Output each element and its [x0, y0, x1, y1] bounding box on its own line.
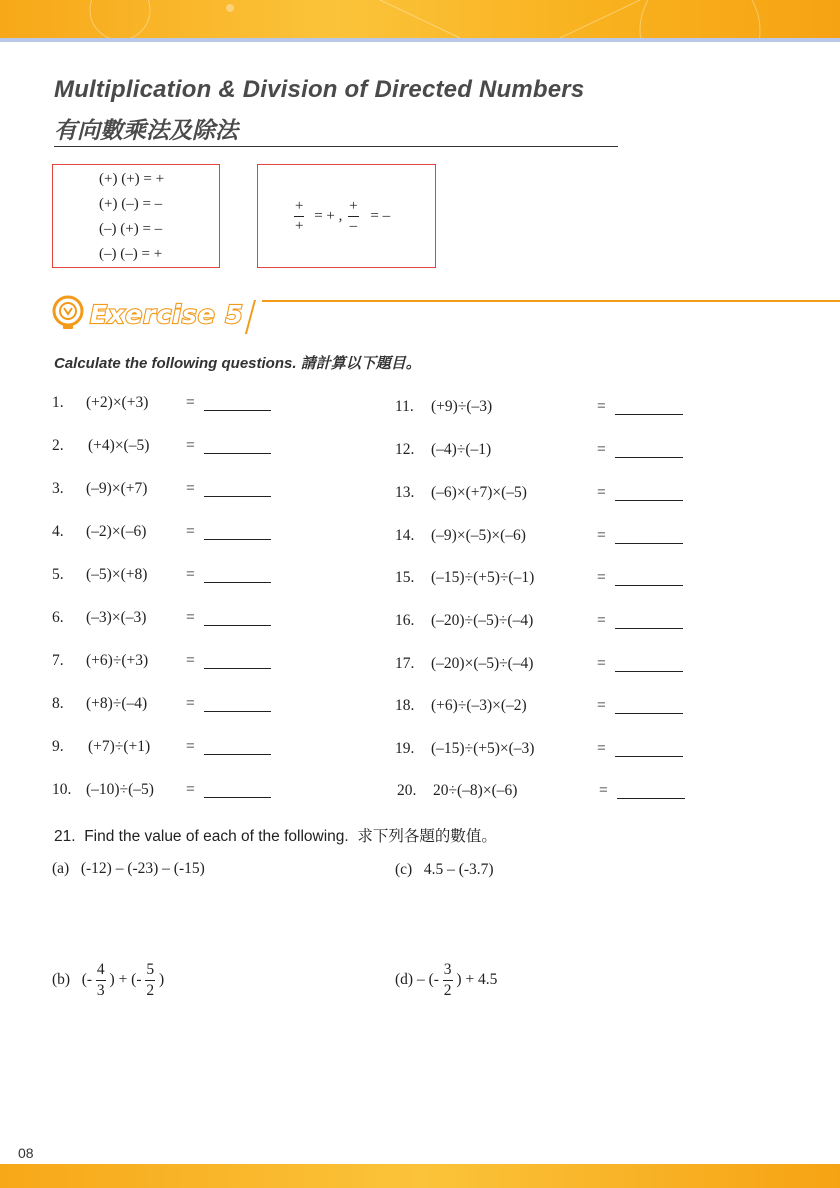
- question-expression: (+8)÷(–4): [86, 695, 148, 712]
- expression-part: ) + (-: [109, 971, 142, 988]
- answer-blank[interactable]: [204, 668, 271, 669]
- question-item: [395, 740, 695, 760]
- answer-blank[interactable]: [204, 410, 271, 411]
- instruction: [54, 352, 421, 373]
- answer-blank[interactable]: [615, 457, 683, 458]
- question-number: 11.: [395, 398, 414, 415]
- fraction: $\frac{4}{3}$: [96, 961, 105, 999]
- question-21-heading: [54, 824, 497, 846]
- sign-rule-line: (–) (+) = –: [99, 221, 163, 237]
- subquestion-label: (b): [52, 971, 71, 988]
- equals-sign: =: [186, 781, 195, 798]
- question-number: 6.: [52, 609, 64, 626]
- equals-sign: =: [597, 697, 606, 714]
- page-title-chinese: 有向數乘法及除法: [54, 118, 238, 144]
- subquestion-expression: (-12) – (-23) – (-15): [80, 860, 205, 877]
- answer-blank[interactable]: [204, 797, 271, 798]
- question-expression: (–15)÷(+5)×(–3): [431, 740, 535, 757]
- answer-blank[interactable]: [615, 671, 683, 672]
- sign-rule-line: (+) (–) = –: [99, 196, 163, 212]
- equals-sign: =: [597, 612, 606, 629]
- equals-sign: =: [597, 569, 606, 586]
- bottom-footer-band: [0, 1164, 840, 1188]
- equals-sign: =: [599, 782, 608, 799]
- question-expression: (–5)×(+8): [86, 566, 148, 583]
- question-number: 18.: [395, 697, 415, 714]
- equals-sign: =: [186, 738, 195, 755]
- question-expression: (–20)×(–5)÷(–4): [431, 655, 534, 672]
- question-item: [395, 484, 695, 504]
- answer-blank[interactable]: [204, 711, 271, 712]
- page-title-english: Multiplication & Division of Directed Numbers: [54, 76, 585, 103]
- question-number: 16.: [395, 612, 415, 629]
- answer-blank[interactable]: [204, 453, 271, 454]
- answer-blank[interactable]: [615, 543, 683, 544]
- question-expression: 20÷(–8)×(–6): [433, 782, 518, 799]
- answer-blank[interactable]: [204, 625, 271, 626]
- question-21-text-english: Find the value of each of the following.: [84, 828, 349, 845]
- question-item: [395, 655, 695, 675]
- question-item: [52, 480, 282, 500]
- question-expression: (–20)÷(–5)÷(–4): [431, 612, 534, 629]
- question-item: [52, 652, 282, 672]
- exercise-title: Exercise 5: [90, 300, 244, 329]
- exercise-header-rule: [262, 300, 840, 302]
- equals-sign: =: [186, 394, 195, 411]
- equals-sign: =: [186, 566, 195, 583]
- fraction: $\frac{3}{2}$: [443, 961, 452, 999]
- question-item: [395, 569, 695, 589]
- exercise-bulb-icon: [52, 294, 86, 334]
- equals-sign: =: [597, 655, 606, 672]
- equals-sign: =: [597, 527, 606, 544]
- question-21-text-chinese: 求下列各題的數值。: [357, 827, 497, 845]
- question-item: [395, 697, 695, 717]
- question-item: [52, 523, 282, 543]
- sign-rules-box: [52, 164, 220, 268]
- fraction-rule-result: = –: [370, 208, 391, 224]
- subquestion-expression: 4.5 – (-3.7): [423, 861, 494, 878]
- sign-rule-line: (+) (+) = +: [99, 171, 165, 187]
- expression-part: (-: [81, 971, 93, 988]
- equals-sign: =: [186, 480, 195, 497]
- question-expression: (–4)÷(–1): [431, 441, 492, 458]
- question-expression: (–10)÷(–5): [86, 781, 154, 798]
- question-number: 12.: [395, 441, 415, 458]
- question-item: [52, 695, 282, 715]
- question-item: [52, 609, 282, 629]
- question-item: [395, 527, 695, 547]
- equals-sign: =: [597, 398, 606, 415]
- answer-blank[interactable]: [615, 500, 683, 501]
- answer-blank[interactable]: [204, 496, 271, 497]
- fraction-rules-box: [257, 164, 436, 268]
- question-number: 9.: [52, 738, 64, 755]
- question-expression: (+6)÷(–3)×(–2): [431, 697, 527, 714]
- fraction-rule-result: = + ,: [314, 208, 343, 224]
- subquestion-c: [395, 861, 494, 879]
- answer-blank[interactable]: [615, 756, 683, 757]
- question-expression: (–15)÷(+5)÷(–1): [431, 569, 535, 586]
- answer-blank[interactable]: [204, 539, 271, 540]
- question-expression: (–2)×(–6): [86, 523, 147, 540]
- decorative-pattern-icon: [0, 0, 840, 38]
- question-number: 13.: [395, 484, 415, 501]
- subquestion-d: [395, 962, 497, 998]
- question-item: [395, 441, 695, 461]
- answer-blank[interactable]: [615, 414, 683, 415]
- question-item: [52, 781, 282, 801]
- expression-part: – (-: [416, 971, 439, 988]
- question-expression: (–6)×(+7)×(–5): [431, 484, 527, 501]
- question-expression: (+6)÷(+3): [86, 652, 149, 669]
- sign-rule-line: (–) (–) = +: [99, 246, 163, 262]
- equals-sign: =: [186, 609, 195, 626]
- equals-sign: =: [186, 695, 195, 712]
- answer-blank[interactable]: [615, 628, 683, 629]
- equals-sign: =: [186, 437, 195, 454]
- fraction: $\frac{5}{2}$: [146, 961, 155, 999]
- equals-sign: =: [597, 441, 606, 458]
- question-item: [397, 782, 697, 802]
- equals-sign: =: [597, 484, 606, 501]
- question-item: [395, 398, 695, 418]
- question-number: 8.: [52, 695, 64, 712]
- question-number: 20.: [397, 782, 417, 799]
- question-item: [52, 437, 282, 457]
- equals-sign: =: [597, 740, 606, 757]
- subquestion-label: (c): [395, 861, 413, 878]
- question-number: 21.: [54, 828, 76, 845]
- subquestion-label: (a): [52, 860, 70, 877]
- question-number: 14.: [395, 527, 415, 544]
- question-number: 5.: [52, 566, 64, 583]
- fraction-plus-over-minus: $\frac{+}{-}$: [349, 198, 358, 234]
- question-number: 15.: [395, 569, 415, 586]
- exercise-header-slash: [245, 300, 256, 334]
- question-item: [52, 566, 282, 586]
- subquestion-a: [52, 860, 205, 878]
- question-expression: (+4)×(–5): [88, 437, 150, 454]
- question-number: 10.: [52, 781, 72, 798]
- answer-blank[interactable]: [204, 754, 271, 755]
- subquestion-label: (d): [395, 971, 414, 988]
- question-number: 1.: [52, 394, 64, 411]
- question-expression: (+7)÷(+1): [88, 738, 151, 755]
- question-number: 7.: [52, 652, 64, 669]
- question-expression: (–9)×(–5)×(–6): [431, 527, 526, 544]
- question-number: 17.: [395, 655, 415, 672]
- expression-part: ): [159, 971, 165, 988]
- fraction-plus-over-plus: $\frac{+}{+}$: [295, 198, 304, 234]
- subquestion-b: [52, 962, 164, 998]
- question-number: 3.: [52, 480, 64, 497]
- answer-blank[interactable]: [617, 798, 685, 799]
- equals-sign: =: [186, 652, 195, 669]
- top-header-band: [0, 0, 840, 38]
- page-number: 08: [18, 1145, 34, 1161]
- question-expression: (+9)÷(–3): [431, 398, 493, 415]
- answer-blank[interactable]: [204, 582, 271, 583]
- question-number: 4.: [52, 523, 64, 540]
- answer-blank[interactable]: [615, 713, 683, 714]
- expression-part: ) + 4.5: [456, 971, 498, 988]
- title-underline: [54, 146, 618, 147]
- question-number: 2.: [52, 437, 64, 454]
- instruction-chinese: 請計算以下題目。: [300, 354, 421, 372]
- question-expression: (+2)×(+3): [86, 394, 149, 411]
- answer-blank[interactable]: [615, 585, 683, 586]
- question-number: 19.: [395, 740, 415, 757]
- question-expression: (–9)×(+7): [86, 480, 148, 497]
- question-item: [52, 394, 282, 414]
- question-expression: (–3)×(–3): [86, 609, 147, 626]
- fraction-rules-line: [294, 199, 390, 234]
- question-item: [52, 738, 282, 758]
- question-item: [395, 612, 695, 632]
- instruction-english: Calculate the following questions.: [54, 355, 297, 372]
- equals-sign: =: [186, 523, 195, 540]
